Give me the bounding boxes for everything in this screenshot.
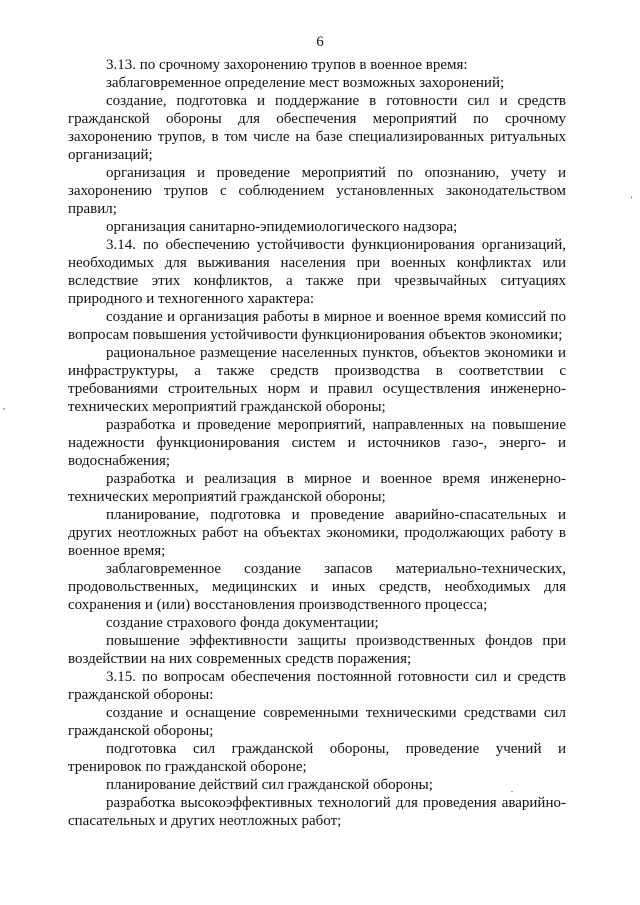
scan-mark-right bbox=[631, 196, 632, 199]
paragraph: создание страхового фонда документации; bbox=[106, 615, 379, 631]
paragraph: подготовка сил гражданской обороны, проведение учений и тренировок по гражданской обороне; bbox=[68, 741, 566, 775]
paragraph: создание и оснащение современными техническими средствами сил гражданской обороны; bbox=[68, 705, 566, 739]
paragraph: планирование действий сил гражданской обороны; bbox=[106, 777, 433, 793]
document-body bbox=[68, 56, 566, 830]
paragraph: заблаговременное определение мест возможных захоронений; bbox=[106, 75, 505, 91]
paragraph: разработка высокоэффективных технологий для проведения аварийно-спасательных и других неотложных работ; bbox=[68, 795, 566, 829]
paragraph: планирование, подготовка и проведение аварийно-спасательных и других неотложных работ на объектах экономики, продолжающих работу в военное время; bbox=[68, 507, 566, 559]
page-number: 6 bbox=[316, 34, 324, 50]
paragraph: создание и организация работы в мирное и военное время комиссий по вопросам повышения устойчивости функционирования объектов экономики; bbox=[68, 309, 566, 343]
paragraph: организация и проведение мероприятий по опознанию, учету и захоронению трупов с соблюдением установленных законодательством правил; bbox=[68, 165, 566, 217]
paragraph: разработка и реализация в мирное и военное время инженерно-технических мероприятий гражданской обороны; bbox=[68, 471, 566, 505]
paragraph: повышение эффективности защиты производственных фондов при воздействии на них современных средств поражения; bbox=[68, 633, 566, 667]
scan-mark-lower bbox=[511, 791, 513, 792]
paragraph: создание, подготовка и поддержание в готовности сил и средств гражданской обороны для обеспечения мероприятий по срочному захоронению трупов, в том числе на базе специализированных ритуальных организаций; bbox=[68, 93, 566, 163]
paragraph: разработка и проведение мероприятий, направленных на повышение надежности функционирования систем и источников газо-, энерго- и водоснабжения; bbox=[68, 417, 566, 469]
paragraph-3-15-heading: 3.15. по вопросам обеспечения постоянной готовности сил и средств гражданской обороны: bbox=[68, 669, 566, 703]
paragraph: рациональное размещение населенных пунктов, объектов экономики и инфраструктуры, а также средств производства в соответствии с требованиями строительных норм и правил осуществления инженерно-технических мероприятий гражданской обороны; bbox=[68, 345, 566, 415]
paragraph: организация санитарно-эпидемиологического надзора; bbox=[106, 219, 458, 235]
paragraph: заблаговременное создание запасов материально-технических, продовольственных, медицинских и иных средств, необходимых для сохранения и (или) восстановления производственного процесса; bbox=[68, 561, 566, 613]
paragraph-3-13-heading: 3.13. по срочному захоронению трупов в военное время: bbox=[106, 57, 468, 73]
paragraph-3-14-heading: 3.14. по обеспечению устойчивости функционирования организаций, необходимых для выживания населения при военных конфликтах или вследствие этих конфликтов, а также при чрезвычайных ситуациях природного и техногенного характера: bbox=[68, 237, 566, 307]
scan-mark-left bbox=[3, 408, 5, 410]
